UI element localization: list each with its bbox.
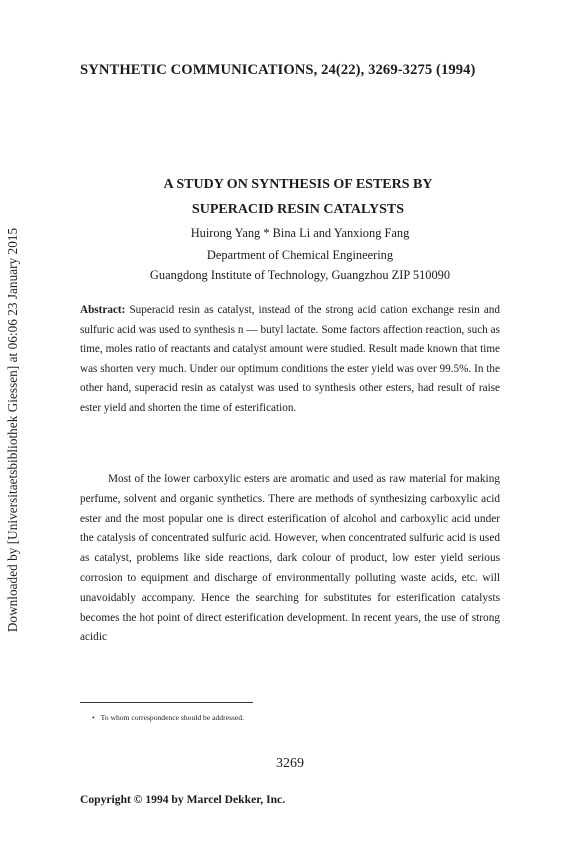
paper-title-line-2: SUPERACID RESIN CATALYSTS (191, 202, 405, 217)
abstract-label: Abstract: (80, 304, 126, 316)
body-paragraph: Most of the lower carboxylic esters are aromatic and used as raw material for making perfume, solvent and organic synthetics. There are methods of synthesizing carboxylic acid ester and the most popular one is direct esterification of alcohol and carboxylic acid under the catalysis of concentrated sulfuric acid. However, when concentrated sulfuric acid is used as catalyst, problems like side reactions, dark colour of product, low ester yield serious corrosion to equipment and discharge of environmentally polluting waste acids, etc. will unavoidably accompany. Hence the searching for substitutes for esterification catalysts becomes the hot point of direct esterification development. In recent years, the use of strong acidic (80, 473, 500, 644)
paper-title-line-1: A STUDY ON SYNTHESIS OF ESTERS BY (163, 177, 433, 192)
footnote (92, 713, 244, 722)
institution: Guangdong Institute of Technology, Guangzhou ZIP 510090 (149, 268, 451, 282)
department: Department of Chemical Engineering (206, 248, 394, 262)
footnote-text: To whom correspondence should be addressed. (100, 713, 244, 722)
footnote-divider (80, 702, 253, 703)
abstract-text: Superacid resin as catalyst, instead of the strong acid cation exchange resin and sulfuric acid was used to synthesis n — butyl lactate. Some factors affection reaction, such as time, moles ratio of reactants and catalyst amount were studied. Result made known that time was shorten very much. Under our optimum conditions the ester yield was over 99.5%. In the other hand, superacid resin as catalyst was used to synthesis other esters, had result of raise ester yield and shorten the time of esterification. (80, 304, 500, 414)
copyright-notice: Copyright © 1994 by Marcel Dekker, Inc. (80, 793, 286, 806)
download-watermark-text: Downloaded by [Universitaetsbibliothek Giessen] at 06:06 23 January 2015 (5, 227, 20, 633)
page-number: 3269 (276, 756, 304, 771)
abstract (80, 301, 500, 419)
author-list: Huirong Yang * Bina Li and Yanxiong Fang (190, 226, 410, 240)
footnote-bullet: • (92, 713, 95, 722)
journal-header: SYNTHETIC COMMUNICATIONS, 24(22), 3269-3275 (1994) (80, 62, 476, 78)
